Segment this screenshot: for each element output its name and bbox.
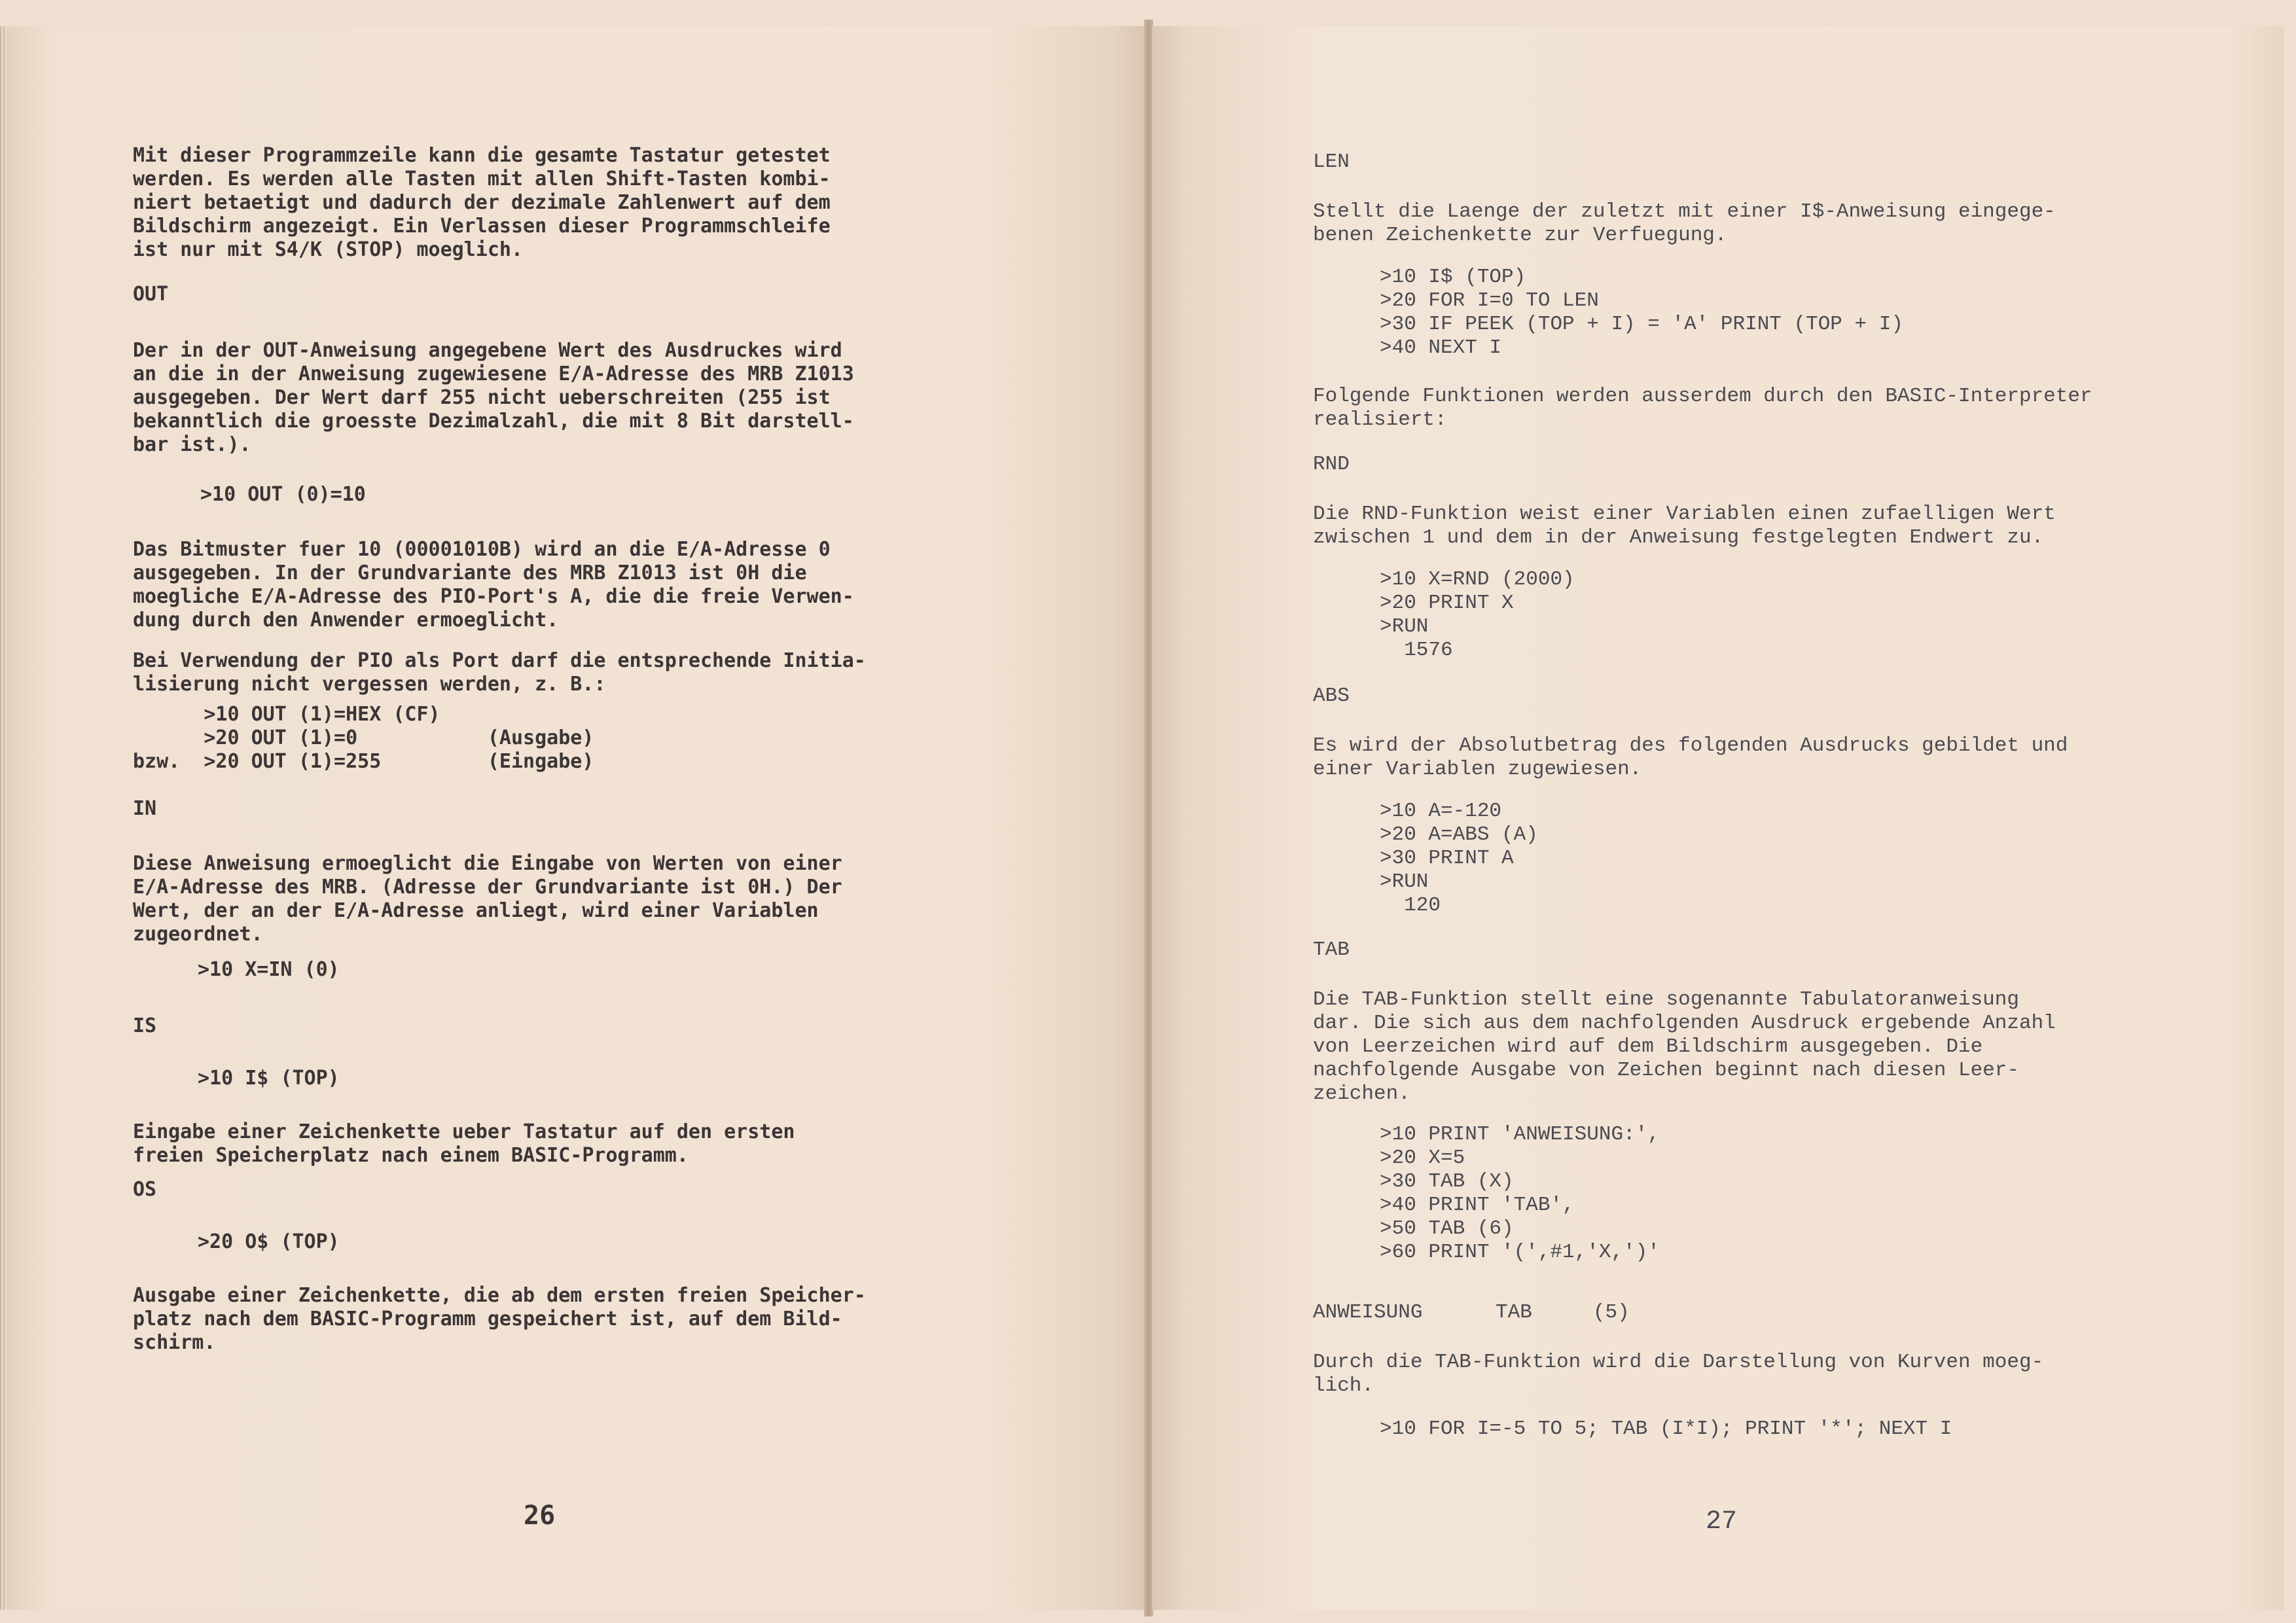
abs-heading: ABS bbox=[1313, 685, 1350, 707]
rnd-code-example: >10 X=RND (2000) >20 PRINT X >RUN 1576 bbox=[1380, 568, 1575, 662]
intro-paragraph: Mit dieser Programmzeile kann die gesamte Tastatur getestet werden. Es werden alle Tasten mit allen Shift-Tasten kombi- niert betaetigt und dadurch der dezimale Zahlenwert auf dem Bildschirm angezeigt. Ein Verlassen dieser Programmschleife ist nur mit S4/K (STOP) moeglich. bbox=[133, 144, 831, 261]
curves-description: Durch die TAB-Funktion wird die Darstellung von Kurven moeg- lich. bbox=[1313, 1351, 2044, 1397]
bitmuster-paragraph: Das Bitmuster fuer 10 (00001010B) wird an die E/A-Adresse 0 ausgegeben. In der Grundvariante des MRB Z1013 ist 0H die moegliche E/A-Adresse des PIO-Port's A, die die freie Verwen- dung durch den Anwender ermoeglicht. bbox=[133, 538, 854, 632]
tab-description: Die TAB-Funktion stellt eine sogenannte Tabulatoranweisung dar. Die sich aus dem nachfolgenden Ausdruck ergebende Anzahl von Leerzeichen wird auf dem Bildschirm ausgegeben. Die nachfolgende Ausgabe von Zeichen beginnt nach diesen Leer- zeichen. bbox=[1313, 988, 2056, 1105]
tab-output: ANWEISUNG TAB (5) bbox=[1313, 1301, 1630, 1324]
is-heading: IS bbox=[133, 1014, 157, 1037]
rnd-heading: RND bbox=[1313, 453, 1350, 476]
os-description: Ausgabe einer Zeichenkette, die ab dem ersten freien Speicher- platz nach dem BASIC-Programm gespeichert ist, auf dem Bild- schirm. bbox=[133, 1284, 866, 1354]
is-description: Eingabe einer Zeichenkette ueber Tastatur auf den ersten freien Speicherplatz nach einem BASIC-Programm. bbox=[133, 1120, 795, 1167]
tab-code-example: >10 PRINT 'ANWEISUNG:', >20 X=5 >30 TAB (X) >40 PRINT 'TAB', >50 TAB (6) >60 PRINT '(',#1,'X,')' bbox=[1380, 1123, 1660, 1264]
os-heading: OS bbox=[133, 1178, 157, 1201]
abs-description: Es wird der Absolutbetrag des folgenden Ausdrucks gebildet und einer Variablen zugewiesen. bbox=[1313, 734, 2068, 781]
len-code-example: >10 I$ (TOP) >20 FOR I=0 TO LEN >30 IF PEEK (TOP + I) = 'A' PRINT (TOP + I) >40 NEXT I bbox=[1380, 266, 1903, 359]
in-code-example: >10 X=IN (0) bbox=[198, 958, 340, 981]
left-page bbox=[7, 26, 1145, 1610]
is-code-example: >10 I$ (TOP) bbox=[198, 1067, 340, 1090]
page-number-left: 26 bbox=[524, 1501, 556, 1531]
pio-code-example: >10 OUT (1)=HEX (CF) >20 OUT (1)=0 (Ausgabe) bzw. >20 OUT (1)=255 (Eingabe) bbox=[133, 703, 594, 773]
right-page bbox=[1152, 26, 2284, 1610]
in-heading: IN bbox=[133, 797, 157, 820]
functions-paragraph: Folgende Funktionen werden ausserdem durch den BASIC-Interpreter realisiert: bbox=[1313, 385, 2092, 431]
rnd-description: Die RND-Funktion weist einer Variablen einen zufaelligen Wert zwischen 1 und dem in der Anweisung festgelegten Endwert zu. bbox=[1313, 503, 2056, 549]
curves-code-example: >10 FOR I=-5 TO 5; TAB (I*I); PRINT '*'; NEXT I bbox=[1380, 1418, 1952, 1440]
out-code-example: >10 OUT (0)=10 bbox=[200, 483, 366, 506]
len-description: Stellt die Laenge der zuletzt mit einer I$-Anweisung eingege- benen Zeichenkette zur Verfuegung. bbox=[1313, 200, 2056, 247]
out-description: Der in der OUT-Anweisung angegebene Wert des Ausdruckes wird an die in der Anweisung zugewiesene E/A-Adresse des MRB Z1013 ausgegeben. Der Wert darf 255 nicht ueberschreiten (255 ist bekanntlich die groesste Dezimalzahl, die mit 8 Bit darstell- bar ist.). bbox=[133, 339, 854, 456]
page-number-right: 27 bbox=[1706, 1507, 1738, 1537]
abs-code-example: >10 A=-120 >20 A=ABS (A) >30 PRINT A >RUN 120 bbox=[1380, 800, 1538, 917]
os-code-example: >20 O$ (TOP) bbox=[198, 1230, 340, 1253]
len-heading: LEN bbox=[1313, 151, 1350, 173]
pio-paragraph: Bei Verwendung der PIO als Port darf die entsprechende Initia- lisierung nicht vergessen werden, z. B.: bbox=[133, 649, 866, 696]
tab-heading: TAB bbox=[1313, 938, 1350, 961]
in-description: Diese Anweisung ermoeglicht die Eingabe von Werten von einer E/A-Adresse des MRB. (Adresse der Grundvariante ist 0H.) Der Wert, der an der E/A-Adresse anliegt, wird einer Variablen zugeordnet. bbox=[133, 852, 842, 946]
out-heading: OUT bbox=[133, 283, 169, 306]
